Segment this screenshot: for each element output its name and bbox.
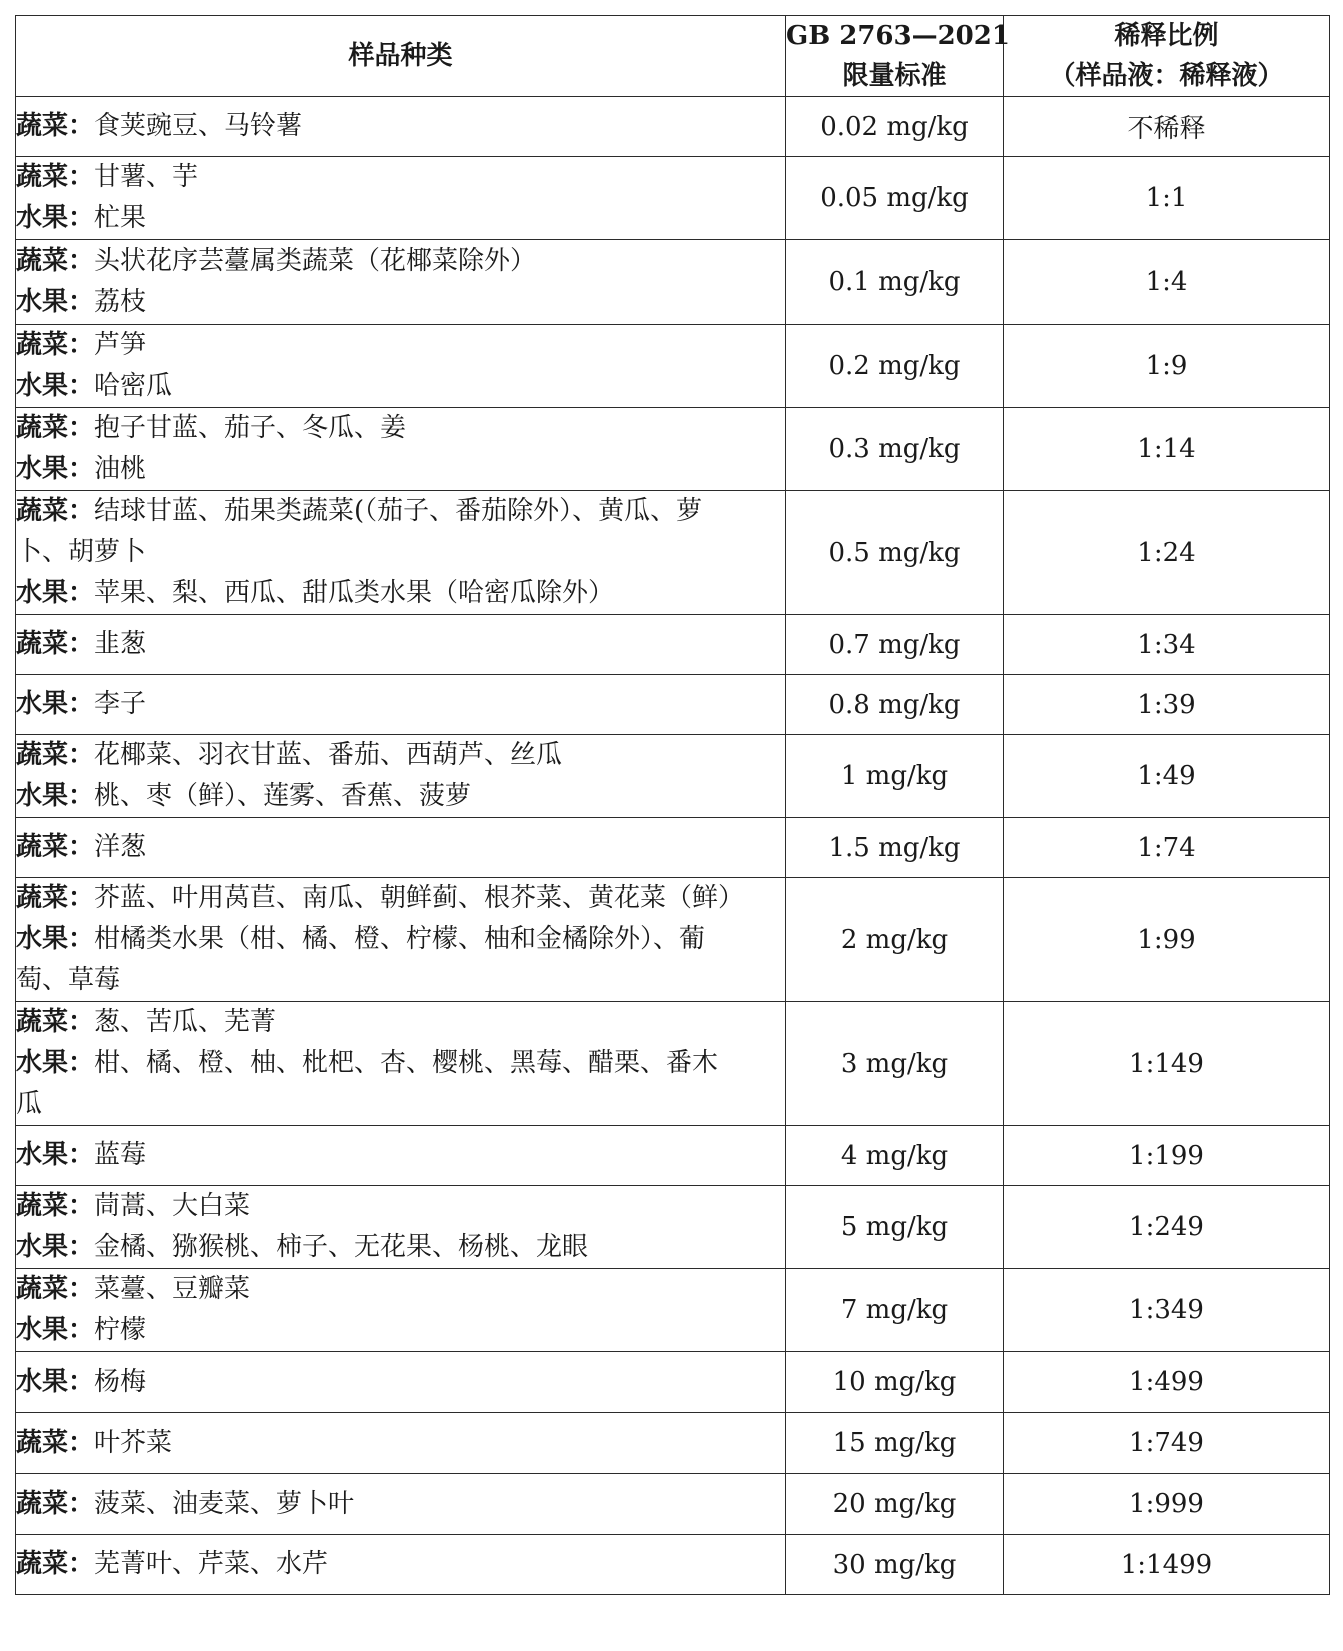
dilution-cell: 1:199 <box>1004 1126 1330 1186</box>
sample-type-cell <box>16 818 786 878</box>
header-row <box>16 16 1330 97</box>
category-label: 蔬菜： <box>16 1007 95 1037</box>
table-row <box>16 1413 1330 1474</box>
category-label: 水果： <box>16 287 95 317</box>
header-limit-standard: GB 2763—2021 限量标准 <box>786 16 1004 97</box>
table-row <box>16 157 1330 240</box>
sample-items: 结球甘蓝、茄果类蔬菜(（茄子、番茄除外）、黄瓜、萝 <box>94 496 703 526</box>
category-label: 蔬菜： <box>16 1549 95 1579</box>
category-label: 蔬菜： <box>16 246 95 276</box>
sample-items: 头状花序芸薹属类蔬菜（花椰菜除外） <box>94 246 537 276</box>
table-row <box>16 1269 1330 1352</box>
sample-items: 萄、草莓 <box>16 965 121 995</box>
sample-items: 杧果 <box>94 203 147 233</box>
sample-items: 瓜 <box>16 1089 43 1119</box>
limit-cell: 1.5 mg/kg <box>786 818 1004 878</box>
table-row <box>16 1474 1330 1535</box>
dilution-cell: 1:34 <box>1004 615 1330 675</box>
limit-cell: 0.5 mg/kg <box>786 491 1004 615</box>
sample-type-cell <box>16 615 786 675</box>
sample-type-line <box>16 282 785 323</box>
category-label: 蔬菜： <box>16 162 95 192</box>
category-label: 水果： <box>16 454 95 484</box>
sample-type-cell <box>16 97 786 157</box>
sample-type-line <box>16 1002 785 1043</box>
limit-cell: 0.3 mg/kg <box>786 408 1004 491</box>
sample-items: 柑橘类水果（柑、橘、橙、柠檬、柚和金橘除外）、葡 <box>94 924 706 954</box>
sample-type-line <box>16 735 785 776</box>
sample-type-line <box>16 960 785 1001</box>
dilution-cell: 1:49 <box>1004 735 1330 818</box>
sample-items: 油桃 <box>94 454 147 484</box>
sample-items: 桃、枣（鲜）、莲雾、香蕉、菠萝 <box>94 781 472 811</box>
sample-type-cell <box>16 1474 786 1535</box>
sample-type-cell <box>16 408 786 491</box>
category-label: 水果： <box>16 1048 95 1078</box>
dilution-cell: 1:1499 <box>1004 1535 1330 1595</box>
sample-type-line <box>16 491 785 532</box>
sample-type-line <box>16 198 785 239</box>
dilution-cell: 1:9 <box>1004 325 1330 408</box>
category-label: 水果： <box>16 1232 95 1262</box>
limit-cell: 4 mg/kg <box>786 1126 1004 1186</box>
sample-type-line <box>16 532 785 573</box>
sample-items: 茼蒿、大白菜 <box>94 1191 251 1221</box>
sample-type-cell <box>16 1269 786 1352</box>
sample-type-line <box>16 573 785 614</box>
table-row <box>16 878 1330 1002</box>
category-label: 蔬菜： <box>16 883 95 913</box>
sample-items: 柑、橘、橙、柚、枇杷、杏、樱桃、黑莓、醋栗、番木 <box>94 1048 719 1078</box>
sample-type-line <box>16 1362 785 1403</box>
sample-items: 食荚豌豆、马铃薯 <box>94 111 303 141</box>
category-label: 蔬菜： <box>16 330 95 360</box>
sample-items: 杨梅 <box>94 1366 147 1397</box>
limit-cell: 1 mg/kg <box>786 735 1004 818</box>
category-label: 蔬菜： <box>16 111 95 141</box>
limit-cell: 0.1 mg/kg <box>786 240 1004 325</box>
table-row <box>16 615 1330 675</box>
limit-cell: 0.05 mg/kg <box>786 157 1004 240</box>
sample-items: 韭葱 <box>94 629 147 659</box>
limit-cell: 7 mg/kg <box>786 1269 1004 1352</box>
table-row <box>16 408 1330 491</box>
sample-items: 荔枝 <box>94 287 147 317</box>
sample-items: 芦笋 <box>94 330 147 360</box>
category-label: 水果： <box>16 689 95 719</box>
sample-items: 甘薯、芋 <box>94 162 199 192</box>
header-sample-type: 样品种类 <box>16 16 786 97</box>
sample-type-cell <box>16 325 786 408</box>
header-dilution-ratio: 稀释比例 （样品液：稀释液） <box>1004 16 1330 97</box>
dilution-cell: 1:24 <box>1004 491 1330 615</box>
sample-items: 苹果、梨、西瓜、甜瓜类水果（哈密瓜除外） <box>94 578 615 608</box>
limit-cell: 0.8 mg/kg <box>786 675 1004 735</box>
sample-type-line <box>16 1135 785 1176</box>
limit-cell: 3 mg/kg <box>786 1002 1004 1126</box>
sample-type-cell <box>16 1413 786 1474</box>
dilution-cell: 1:39 <box>1004 675 1330 735</box>
sample-type-line <box>16 1043 785 1084</box>
table-row <box>16 818 1330 878</box>
category-label: 水果： <box>16 371 95 401</box>
dilution-cell: 1:149 <box>1004 1002 1330 1126</box>
sample-type-line <box>16 1084 785 1125</box>
sample-items: 芜菁叶、芹菜、水芹 <box>94 1549 329 1579</box>
dilution-cell: 不稀释 <box>1004 97 1330 157</box>
sample-type-line <box>16 919 785 960</box>
table-row <box>16 97 1330 157</box>
sample-items: 蓝莓 <box>94 1140 147 1170</box>
dilution-cell: 1:349 <box>1004 1269 1330 1352</box>
sample-type-line <box>16 366 785 407</box>
sample-type-line <box>16 106 785 147</box>
limit-cell: 20 mg/kg <box>786 1474 1004 1535</box>
sample-type-line <box>16 157 785 198</box>
sample-type-cell <box>16 240 786 325</box>
category-label: 水果： <box>16 1366 95 1397</box>
sample-items: 柠檬 <box>94 1315 147 1345</box>
dilution-cell: 1:74 <box>1004 818 1330 878</box>
limit-cell: 0.02 mg/kg <box>786 97 1004 157</box>
sample-type-line <box>16 241 785 282</box>
table-row <box>16 1002 1330 1126</box>
table-row <box>16 325 1330 408</box>
sample-items: 洋葱 <box>94 832 147 862</box>
sample-type-line <box>16 1544 785 1585</box>
sample-type-cell <box>16 1126 786 1186</box>
category-label: 水果： <box>16 924 95 954</box>
limit-cell: 2 mg/kg <box>786 878 1004 1002</box>
category-label: 水果： <box>16 1140 95 1170</box>
dilution-cell: 1:14 <box>1004 408 1330 491</box>
table-row <box>16 735 1330 818</box>
sample-items: 哈密瓜 <box>94 371 173 401</box>
sample-type-line <box>16 408 785 449</box>
sample-type-cell <box>16 1186 786 1269</box>
sample-type-line <box>16 449 785 490</box>
dilution-cell: 1:499 <box>1004 1352 1330 1413</box>
limit-cell: 5 mg/kg <box>786 1186 1004 1269</box>
sample-type-cell <box>16 735 786 818</box>
sample-type-line <box>16 1484 785 1525</box>
dilution-cell: 1:1 <box>1004 157 1330 240</box>
dilution-cell: 1:749 <box>1004 1413 1330 1474</box>
sample-items: 李子 <box>94 689 147 719</box>
table-row <box>16 1352 1330 1413</box>
sample-items: 花椰菜、羽衣甘蓝、番茄、西葫芦、丝瓜 <box>94 740 563 770</box>
limit-cell: 10 mg/kg <box>786 1352 1004 1413</box>
table-row <box>16 675 1330 735</box>
limit-cell: 0.2 mg/kg <box>786 325 1004 408</box>
table-row <box>16 491 1330 615</box>
category-label: 蔬菜： <box>16 1427 95 1458</box>
sample-items: 叶芥菜 <box>94 1427 173 1458</box>
sample-type-cell <box>16 1535 786 1595</box>
category-label: 蔬菜： <box>16 629 95 659</box>
sample-type-line <box>16 1227 785 1268</box>
sample-items: 抱子甘蓝、茄子、冬瓜、姜 <box>94 413 407 443</box>
sample-type-cell <box>16 157 786 240</box>
sample-type-line <box>16 624 785 665</box>
dilution-cell: 1:249 <box>1004 1186 1330 1269</box>
sample-items: 芥蓝、叶用莴苣、南瓜、朝鲜蓟、根芥菜、黄花菜（鲜） <box>94 883 745 913</box>
category-label: 蔬菜： <box>16 832 95 862</box>
category-label: 蔬菜： <box>16 1488 95 1519</box>
category-label: 蔬菜： <box>16 1274 95 1304</box>
sample-type-cell <box>16 878 786 1002</box>
sample-type-line <box>16 684 785 725</box>
sample-type-line <box>16 878 785 919</box>
sample-type-line <box>16 1423 785 1464</box>
category-label: 水果： <box>16 578 95 608</box>
category-label: 水果： <box>16 1315 95 1345</box>
dilution-cell: 1:99 <box>1004 878 1330 1002</box>
sample-type-cell <box>16 491 786 615</box>
sample-items: 卜、胡萝卜 <box>16 537 147 567</box>
table-row <box>16 1535 1330 1595</box>
dilution-cell: 1:999 <box>1004 1474 1330 1535</box>
category-label: 水果： <box>16 781 95 811</box>
sample-type-line <box>16 1269 785 1310</box>
category-label: 蔬菜： <box>16 1191 95 1221</box>
sample-items: 葱、苦瓜、芜菁 <box>94 1007 277 1037</box>
sample-type-line <box>16 1310 785 1351</box>
sample-type-line <box>16 776 785 817</box>
sample-type-line <box>16 827 785 868</box>
category-label: 蔬菜： <box>16 413 95 443</box>
sample-type-line <box>16 1186 785 1227</box>
table-row <box>16 1126 1330 1186</box>
limit-cell: 30 mg/kg <box>786 1535 1004 1595</box>
sample-type-cell <box>16 1002 786 1126</box>
category-label: 水果： <box>16 203 95 233</box>
sample-type-cell <box>16 675 786 735</box>
sample-type-cell <box>16 1352 786 1413</box>
table-row <box>16 1186 1330 1269</box>
limit-cell: 0.7 mg/kg <box>786 615 1004 675</box>
sample-items: 菜薹、豆瓣菜 <box>94 1274 251 1304</box>
limit-table <box>15 15 1330 1595</box>
category-label: 蔬菜： <box>16 740 95 770</box>
dilution-cell: 1:4 <box>1004 240 1330 325</box>
limit-cell: 15 mg/kg <box>786 1413 1004 1474</box>
sample-items: 金橘、猕猴桃、柿子、无花果、杨桃、龙眼 <box>94 1232 589 1262</box>
category-label: 蔬菜： <box>16 496 95 526</box>
sample-type-line <box>16 325 785 366</box>
sample-items: 菠菜、油麦菜、萝卜叶 <box>94 1488 355 1519</box>
table-row <box>16 240 1330 325</box>
